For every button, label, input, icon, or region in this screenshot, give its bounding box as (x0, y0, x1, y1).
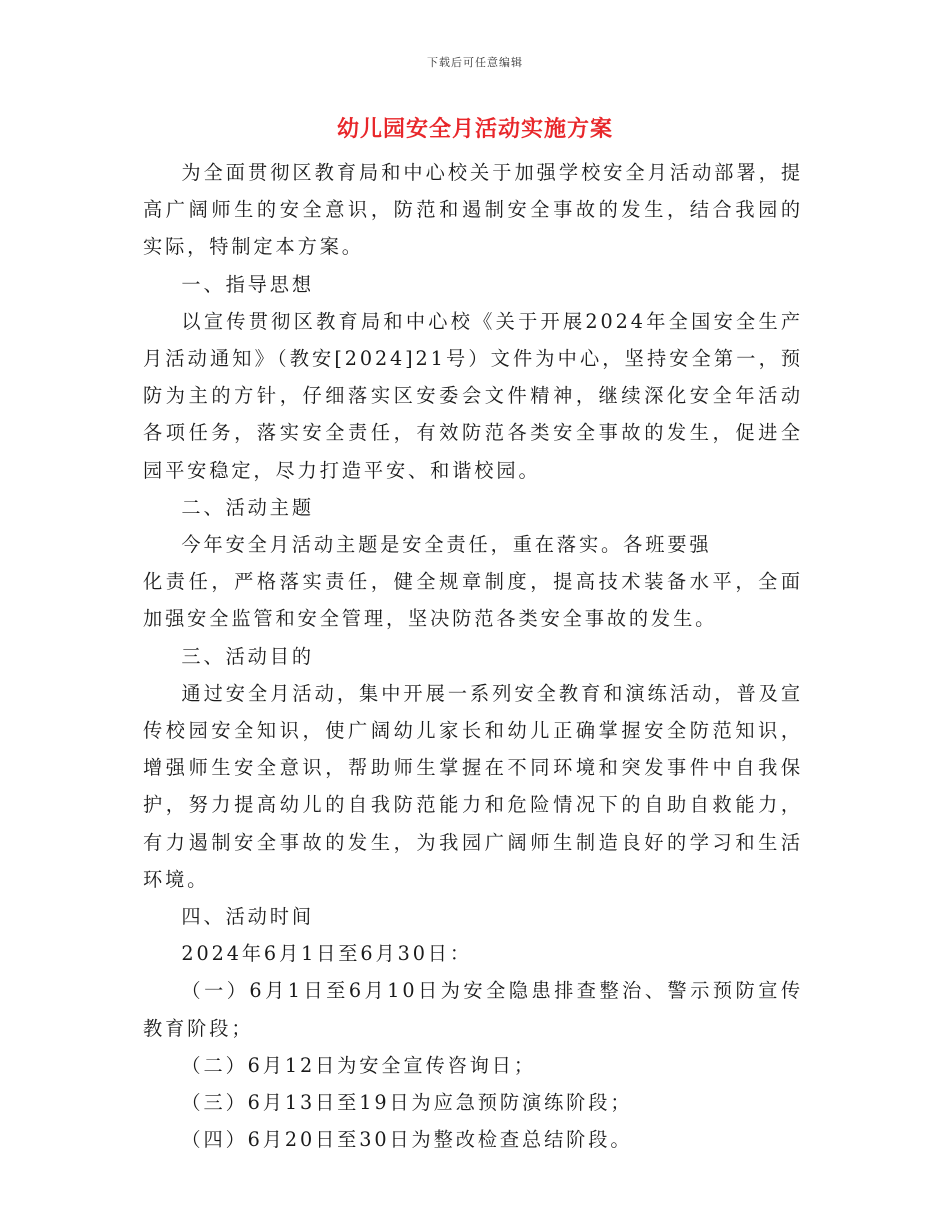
header-note: 下载后可任意编辑 (427, 56, 523, 69)
section-heading-activity-purpose: 三、活动目的 (181, 644, 314, 668)
intro-paragraph: 为全面贯彻区教育局和中心校关于加强学校安全月活动部署，提高广阔师生的安全意识，防范和遏制安全事故的发生，结合我园的实际，特制定本方案。 (143, 161, 803, 259)
activity-purpose-paragraph: 通过安全月活动，集中开展一系列安全教育和演练活动，普及宣传校园安全知识，使广阔幼儿家长和幼儿正确掌握安全防范知识，增强师生安全意识，帮助师生掌握在不同环境和突发事件中自我保护，努力提高幼儿的自我防范能力和危险情况下的自助自救能力，有力遏制安全事故的发生，为我园广阔师生制造良好的学习和生活环境。 (143, 681, 803, 891)
phase-item-1: （一）6月1日至6月10日为安全隐患排查整治、警示预防宣传教育阶段； (143, 979, 803, 1040)
document-body (143, 154, 803, 1158)
section-heading-activity-theme: 二、活动主题 (181, 495, 314, 519)
section-heading-activity-time: 四、活动时间 (181, 905, 314, 929)
phase-item-3: （三）6月13日至19日为应急预防演练阶段； (181, 1091, 633, 1115)
activity-theme-continuation: 化责任，严格落实责任，健全规章制度，提高技术装备水平，全面加强安全监管和安全管理，坚决防范各类安全事故的发生。 (143, 570, 803, 631)
activity-theme-paragraph: 今年安全月活动主题是安全责任，重在落实。各班要强 (181, 533, 712, 557)
guiding-ideology-paragraph: 以宣传贯彻区教育局和中心校《关于开展2024年全国安全生产月活动通知》（教安[2024]21号）文件为中心，坚持安全第一，预防为主的方针，仔细落实区安委会文件精神，继续深化安全年活动各项任务，落实安全责任，有效防范各类安全事故的发生，促进全园平安稳定，尽力打造平安、和谐校园。 (143, 309, 803, 482)
activity-time-range: 2024年6月1日至6月30日： (181, 942, 472, 966)
document-title: 幼儿园安全月活动实施方案 (336, 117, 613, 142)
phase-item-2: （二）6月12日为安全宣传咨询日； (181, 1053, 536, 1077)
phase-item-4: （四）6月20日至30日为整改检查总结阶段。 (181, 1128, 633, 1152)
section-heading-guiding-ideology: 一、指导思想 (181, 272, 314, 296)
